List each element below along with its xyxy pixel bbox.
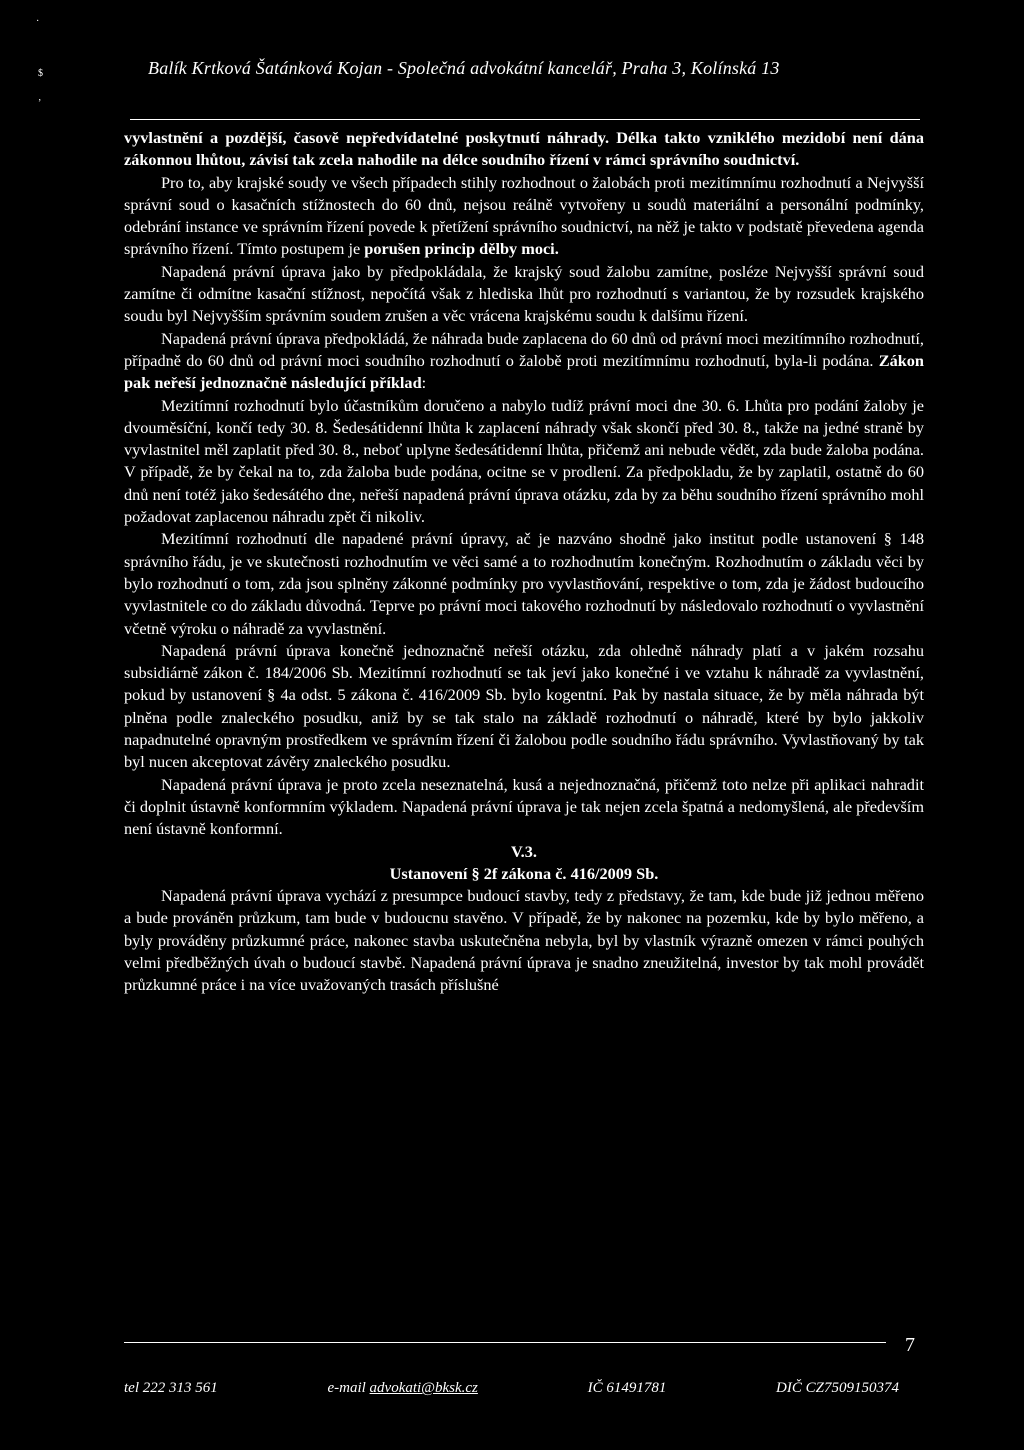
paragraph-6: Mezitímní rozhodnutí dle napadené právní úpravy, ač je nazváno shodně jako institut podle ustanovení § 148 správního řádu, je ve skutečnosti rozhodnutím ve věci samé a to rozhodnutím konečným. Rozhodnutím o základu věci by bylo rozhodnutí o tom, zda jsou splněny zákonné podmínky pro vyvlastňování, respektive o tom, zda je žádost budoucího vyvlastnitele co do základu důvodná. Teprve po právní moci takového rozhodnutí by následovalo rozhodnutí o vyvlastnění včetně výroku o náhradě za vyvlastnění. xyxy=(124,529,924,638)
footer-email-label: e-mail xyxy=(327,1380,366,1396)
document-body xyxy=(124,127,924,997)
section-number: V.3. xyxy=(511,841,537,861)
footer-contact xyxy=(124,1380,899,1397)
paragraph-1: vyvlastnění a pozdější, časově nepředvídatelné poskytnutí náhrady. Délka takto vzniklého mezidobí není dána zákonnou lhůtou, závisí tak zcela nahodile na délce soudního řízení v rámci správního soudnictví. xyxy=(124,128,924,170)
footer-ic: IČ 61491781 xyxy=(587,1380,667,1396)
paragraph-2-text: Pro to, aby krajské soudy ve všech případech stihly rozhodnout o žalobách proti mezitímnímu rozhodnutí a Nejvyšší správní soud o kasačních stížnostech do 60 dnů, nejsou reálně vytvořeny u soudů materiální a personální podmínky, odebrání instance ve správním řízení povede k přetížení správního soudnictví, na něž je takto v podstatě převedena agenda správního řízení. Tímto postupem je xyxy=(124,172,924,259)
paragraph-4-text: Napadená právní úprava předpokládá, že náhrada bude zaplacena do 60 dnů od právní moci mezitímního rozhodnutí, případně do 60 dnů od právní moci soudního rozhodnutí o žalobě proti mezitímnímu rozhodnutí, byla-li podána. xyxy=(124,328,924,370)
section-title: Ustanovení § 2f zákona č. 416/2009 Sb. xyxy=(389,863,659,883)
paragraph-4 xyxy=(124,328,924,395)
footer-phone: tel 222 313 561 xyxy=(124,1380,218,1396)
paragraph-5-text-2: Za předpokladu, že by zaplatil, ostatně do 60 dnů není totéž jako šedesátého dne, neřeší napadená právní úprava otázku, zda by za běhu soudního řízení správního mohl požadovat zaplacenou náhradu zpět či nikoliv. xyxy=(124,462,925,527)
footer-dic: DIČ CZ7509150374 xyxy=(776,1380,899,1396)
paragraph-4-emphasis: Zákon pak neřeší jednoznačně následující příklad xyxy=(124,350,924,393)
paragraph-2 xyxy=(124,172,924,261)
paragraph-5 xyxy=(124,395,924,529)
header-divider xyxy=(130,119,920,120)
footer-divider xyxy=(124,1342,886,1343)
paragraph-8: Napadená právní úprava je proto zcela neseznatelná, kusá a nejednoznačná, přičemž toto nelze při aplikaci nahradit či doplnit ústavně konformním výkladem. Napadená právní úprava je tak nejen zcela špatná a nedomyšlená, ale především není ústavně konformní. xyxy=(124,774,924,839)
paragraph-9: Napadená právní úprava vychází z presumpce budoucí stavby, tedy z představy, že tam, kde bude již jednou měřeno a bude prováněn průzkum, tam bude v budoucnu stavěno. V případě, že by nakonec na pozemku, kde by bylo měřeno, a byly prováděny průzkumné práce, nakonec stavba uskutečněna nebyla, byl by vlastník výrazně omezen v rámci pouhých velmi předběžných úvah o budoucí stavbě. Napadená právní úprava je snadno zneužitelná, investor by tak mohl provádět průzkumné práce i na více uvažovaných trasách příslušné xyxy=(124,886,924,995)
paragraph-5-text-1: Mezitímní rozhodnutí bylo účastníkům doručeno a nabylo tudíž právní moci dne 30. 6. Lhůta pro podání žaloby je dvouměsíční, končí tedy 30. 8. Šedesátidenní lhůta k zaplacení náhrady však skončí před 30. 8., takže na jedné straně by vyvlastnitel měl zaplatit před 30. 8., neboť uplyne šedesátidenní lhůta, přičemž ani nebude vědět, zda bude žaloba podána. V případě, že by čekal na to, zda žaloba bude podána, ocitne se v prodlení. xyxy=(124,395,924,482)
letterhead: Balík Krtková Šatánková Kojan - Společná advokátní kancelář, Praha 3, Kolínská 13 xyxy=(148,58,780,78)
footer-email xyxy=(327,1380,477,1397)
paragraph-7: Napadená právní úprava konečně jednoznačně neřeší otázku, zda ohledně náhrady platí a v jakém rozsahu subsidiárně zákon č. 184/2006 Sb. Mezitímní rozhodnutí se tak jeví jako konečné i ve vztahu k náhradě za vyvlastnění, pokud by ustanovení § 4a odst. 5 zákona č. 416/2009 Sb. bylo kogentní. Pak by nastala situace, že by měla náhrada být plněna podle znaleckého posudku, aniž by se tak stalo na základě rozhodnutí o náhradě, které by bylo jakkoliv napadnutelné opravným prostředkem ve správním řízení či žalobou podle soudního řádu správního. Vyvlastňovaný by tak byl nucen akceptovat závěry znaleckého posudku. xyxy=(124,640,924,772)
email-link[interactable]: advokati@bksk.cz xyxy=(369,1380,478,1396)
paragraph-2-emphasis: porušen princip dělby moci. xyxy=(364,239,559,259)
paragraph-4-colon: : xyxy=(421,373,427,393)
page-number: 7 xyxy=(905,1334,915,1356)
paragraph-3: Napadená právní úprava jako by předpokládala, že krajský soud žalobu zamítne, posléze Nejvyšší správní soud zamítne či odmítne kasační stížnost, nepočítá však z hlediska lhůt pro rozhodnutí s variantou, že by rozsudek krajského soudu byl Nejvyšším správním soudem zrušen a věc vrácena krajskému soudu k dalšímu řízení. xyxy=(124,261,924,326)
